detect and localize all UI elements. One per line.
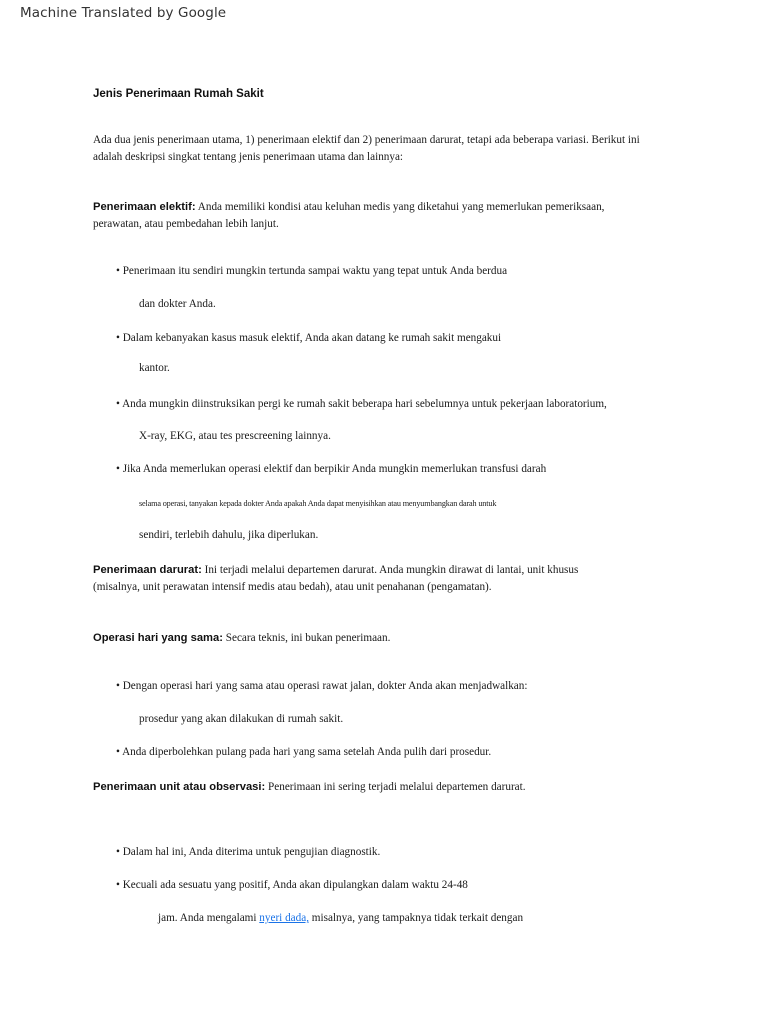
chest-pain-link[interactable]: nyeri dada, bbox=[259, 912, 309, 924]
elective-section bbox=[93, 199, 604, 233]
list-item: • Penerimaan itu sendiri mungkin tertunda sampai waktu yang tepat untuk Anda berdua bbox=[116, 265, 508, 277]
list-item-continuation: prosedur yang akan dilakukan di rumah sakit. bbox=[139, 713, 344, 725]
emergency-section bbox=[93, 562, 578, 596]
list-item-small-text: selama operasi, tanyakan kepada dokter Anda apakah Anda dapat menyisihkan atau menyumbangkan darah untuk bbox=[139, 499, 497, 508]
continuation-text-after: misalnya, yang tampaknya tidak terkait dengan bbox=[309, 912, 524, 924]
list-item-continuation: X-ray, EKG, atau tes prescreening lainnya. bbox=[139, 430, 331, 442]
elective-text-2: perawatan, atau pembedahan lebih lanjut. bbox=[93, 218, 279, 230]
list-item-continuation: dan dokter Anda. bbox=[139, 298, 216, 310]
list-item: • Dalam kebanyakan kasus masuk elektif, Anda akan datang ke rumah sakit mengakui bbox=[116, 332, 502, 344]
list-item: • Dalam hal ini, Anda diterima untuk pengujian diagnostik. bbox=[116, 846, 381, 858]
observation-section bbox=[93, 779, 526, 796]
emergency-text-1: Ini terjadi melalui departemen darurat. Anda mungkin dirawat di lantai, unit khusus bbox=[201, 564, 579, 576]
intro-line-2: adalah deskripsi singkat tentang jenis penerimaan utama dan lainnya: bbox=[93, 151, 404, 163]
observation-heading: Penerimaan unit atau observasi: bbox=[93, 781, 266, 793]
emergency-heading: Penerimaan darurat: bbox=[93, 564, 202, 576]
intro-paragraph bbox=[93, 132, 640, 166]
sameday-heading: Operasi hari yang sama: bbox=[93, 632, 223, 644]
sameday-text-1: Secara teknis, ini bukan penerimaan. bbox=[222, 632, 391, 644]
list-item-continuation: sendiri, terlebih dahulu, jika diperlukan. bbox=[139, 529, 319, 541]
sameday-section bbox=[93, 630, 390, 647]
list-item: • Dengan operasi hari yang sama atau operasi rawat jalan, dokter Anda akan menjadwalkan: bbox=[116, 680, 528, 692]
intro-line-1: Ada dua jenis penerimaan utama, 1) penerimaan elektif dan 2) penerimaan darurat, tetapi ada beberapa variasi. Berikut ini bbox=[93, 134, 640, 146]
list-item: • Jika Anda memerlukan operasi elektif dan berpikir Anda mungkin memerlukan transfusi darah bbox=[116, 463, 547, 475]
continuation-text-before: jam. Anda mengalami bbox=[158, 912, 260, 924]
observation-text-1: Penerimaan ini sering terjadi melalui departemen darurat. bbox=[265, 781, 526, 793]
elective-text-1: Anda memiliki kondisi atau keluhan medis yang diketahui yang memerlukan pemeriksaan, bbox=[195, 201, 605, 213]
list-item: • Anda diperbolehkan pulang pada hari yang sama setelah Anda pulih dari prosedur. bbox=[116, 746, 492, 758]
list-item: • Kecuali ada sesuatu yang positif, Anda akan dipulangkan dalam waktu 24-48 bbox=[116, 879, 468, 891]
document-title: Jenis Penerimaan Rumah Sakit bbox=[93, 88, 264, 100]
list-item-continuation: kantor. bbox=[139, 362, 170, 374]
emergency-text-2: (misalnya, unit perawatan intensif medis atau bedah), atau unit penahanan (pengamatan). bbox=[93, 581, 492, 593]
list-item: • Anda mungkin diinstruksikan pergi ke rumah sakit beberapa hari sebelumnya untuk pekerjaan laboratorium, bbox=[116, 398, 607, 410]
list-item-continuation bbox=[158, 912, 523, 924]
machine-translated-banner: Machine Translated by Google bbox=[20, 5, 227, 21]
elective-heading: Penerimaan elektif: bbox=[93, 201, 196, 213]
